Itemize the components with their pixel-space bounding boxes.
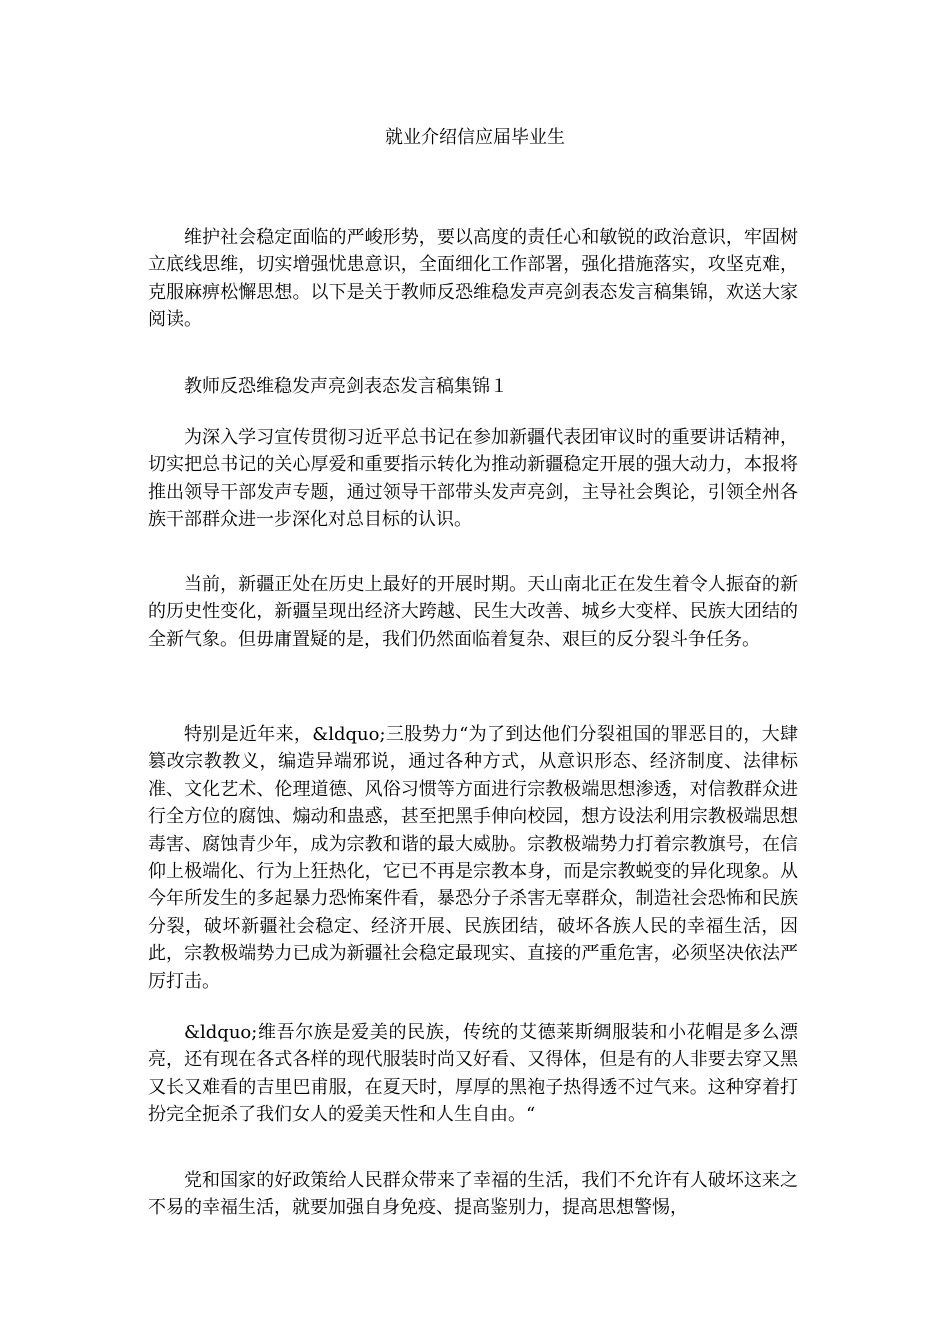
document-title: 就业介绍信应届毕业生 — [385, 127, 565, 148]
section-heading: 教师反恐维稳发声亮剑表态发言稿集锦１ — [184, 376, 508, 397]
paragraph-recent-years: 特别是近年来，&ldquo;三股势力“为了到达他们分裂祖国的罪恶目的，大肆篡改宗教教义，编造异端邪说，通过各种方式，从意识形态、经济制度、法律标准、文化艺术、伦理道德、风俗习惯等方面进行宗教极端思想渗透，对信教群众进行全方位的腐蚀、煽动和蛊惑，甚至把黑手伸向校园，想方设法利用宗教极端思想毒害、腐蚀青少年，成为宗教和谐的最大威胁。宗教极端势力打着宗教旗号，在信仰上极端化、行为上狂热化，它已不再是宗教本身，而是宗教蜕变的异化现象。从今年所发生的多起暴力恐怖案件看，暴恐分子杀害无辜群众，制造社会恐怖和民族分裂，破坏新疆社会稳定、经济开展、民族团结，破坏各族人民的幸福生活，因此，宗教极端势力已成为新疆社会稳定最现实、直接的严重危害，必须坚决依法严厉打击。 — [148, 724, 798, 992]
paragraph-quote: &ldquo;维吾尔族是爱美的民族，传统的艾德莱斯绸服装和小花帽是多么漂亮，还有现在各式各样的现代服装时尚又好看、又得体，但是有的人非要去穿又黑又长又难看的吉里巴甫服，在夏天时，厚厚的黑袍子热得透不过气来。这种穿着打扮完全扼杀了我们女人的爱美天性和人生自由。“ — [148, 1022, 798, 1126]
paragraph-intro: 维护社会稳定面临的严峻形势，要以高度的责任心和敏锐的政治意识，牢固树立底线思维，切实增强忧患意识，全面细化工作部署，强化措施落实，攻坚克难，克服麻痹松懈思想。以下是关于教师反恐维稳发声亮剑表态发言稿集锦，欢送大家阅读。 — [148, 227, 798, 331]
paragraph-study: 为深入学习宣传贯彻习近平总书记在参加新疆代表团审议时的重要讲话精神，切实把总书记的关心厚爱和重要指示转化为推动新疆稳定开展的强大动力，本报将推出领导干部发声专题，通过领导干部带头发声亮剑，主导社会舆论，引领全州各族干部群众进一步深化对总目标的认识。 — [148, 427, 798, 531]
paragraph-policy: 党和国家的好政策给人民群众带来了幸福的生活，我们不允许有人破坏这来之不易的幸福生活，就要加强自身免疫、提高鉴别力，提高思想警惕， — [148, 1170, 798, 1219]
paragraph-current: 当前，新疆正处在历史上最好的开展时期。天山南北正在发生着令人振奋的新的历史性变化，新疆呈现出经济大跨越、民生大改善、城乡大变样、民族大团结的全新气象。但毋庸置疑的是，我们仍然面临着复杂、艰巨的反分裂斗争任务。 — [148, 574, 798, 650]
